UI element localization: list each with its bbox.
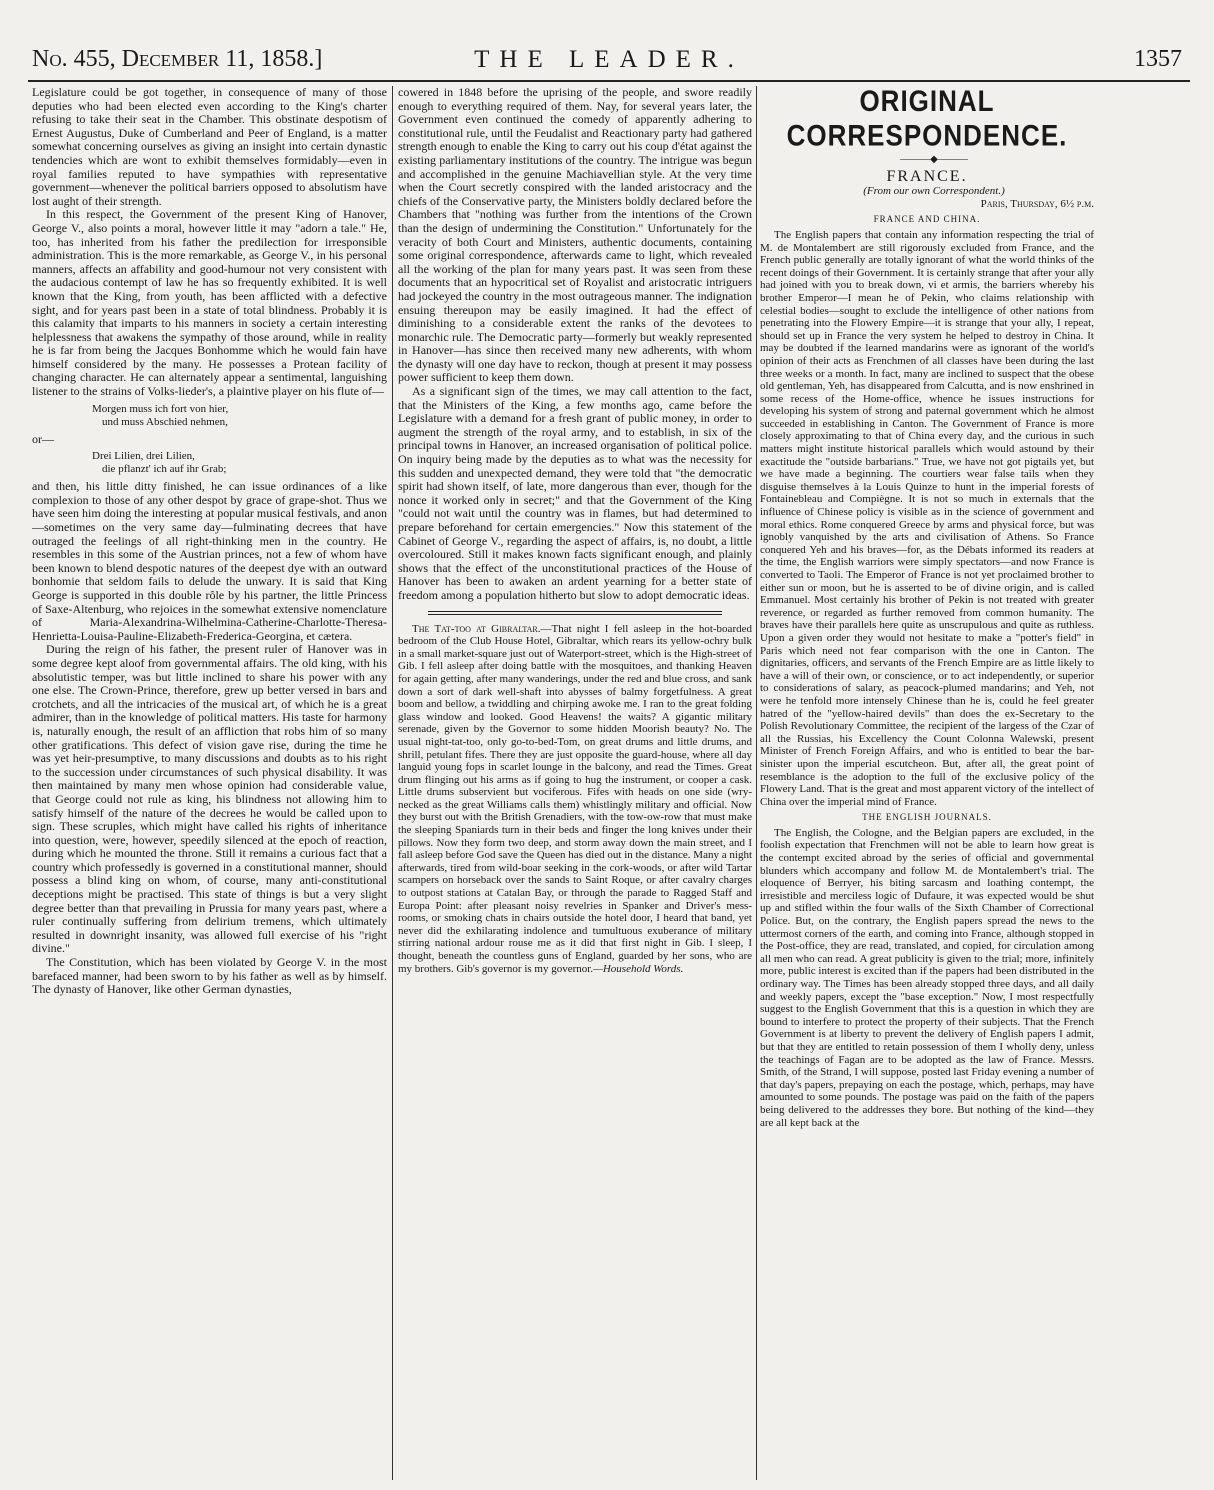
column-3 bbox=[760, 86, 1094, 1480]
masthead bbox=[28, 40, 1190, 82]
dateline: Paris, Thursday, 6½ p.m. bbox=[980, 197, 1094, 210]
tattoo-body: —That night I fell asleep in the hot-boarded bedroom of the Club House Hotel, Gibraltar, which rears its yellow-ochry bulk in a small market-square just out of Waterport-street, which is the High-street of Gib. I fell asleep after doing battle with the mosquitoes, and thanking Heaven for again getting, after many wanderings, under the red and blue cross, and sank down a sort of dark well-shaft into abysses of balmy forgetfulness. A great boom and bellow, a twiddling and chirping awoke me. I ran to the great folding glass window and looked. Good Heavens! the waits? A gigantic military serenade, given by the Governor to some hidden Moorish beauty? No. The usual night-tat-too, only go-to-bed-Tom, on great drums and little drums, and shrill, petulant fifes. There they are just opposite the guard-house, where all day languid young fops in scarlet lounge in the balcony, and read the Times. Great drum flinging out his arms as if going to hug the instrument, or cooper a cask. Little drums subservient but vociferous. Fifes with heads on one side (wry-necked as the great Williams calls them) whistlingly military and official. Now they burst out with the British Grenadiers, with the tow-ow-row that must make the sleeping Spaniards turn in their beds and finger the long knives under their pillows. Now they form two deep, and storm away down the main street, and I fall asleep before God save the Queen has died out in the distance. Many a night afterwards, tired from wild-boar seeking in the cork-woods, or after wild Tartar scampers on horseback over the sands to Saint Roque, or after cavalry charges to outpost stations at Catalan Bay, or through the parade to Ragged Staff and Europa Point: after pleasant noisy revelries in Spanker and Driver's mess-rooms, or smoking chats in chairs outside the hotel door, I heard that band, yet never did the exhilarating indolence and tumultuous exuberance of military stirring national ardour rouse me as it did that first night in Gib. I sleep, I thought, beneath the countless guns of England, guarded by her sons, who are my brothers. Gib's governor is my governor. bbox=[398, 622, 752, 975]
column-rule-1 bbox=[392, 86, 393, 1480]
verse-block bbox=[92, 450, 387, 476]
column-2 bbox=[398, 86, 752, 1480]
column-rule-2 bbox=[756, 86, 757, 1480]
article-paragraph: The English papers that contain any information respecting the trial of M. de Montalembert are still rigorously excluded from France, and the French public generally are totally ignorant of what the world thinks of the recent doings of their Government. It is certainly strange that after your ally had joined with you to break down, vi et armis, the barriers whereby his brother Emperor—I mean he of Pekin, who claims relationship with celestial bodies—sought to exclude the intelligence of other nations from penetrating into the Flowery Empire—it is strange that your ally, I repeat, should set up in France the very system he helped to destroy in China. It may be doubted if the learned mandarins were as ignorant of the world's opinion of their acts as Frenchmen of all classes have been during the last three weeks or a month. In fact, many are inclined to suspect that the obese old gentleman, Yeh, has disappeared from Calcutta, and is now enshrined in some recess of the Home-office, whence he issues instructions for developing his system of strong and paternal government which he almost succeeded in establishing in Canton. The Government of France is more closely approximating to that of China every day, and the curious in such matters might institute historical parallels which would astound by their exactitude the "outside barbarians." True, we have not got pigtails yet, but we have made a beginning. The courtiers wear false tails when they disguise themselves à la Louis Quinze to hunt in the imperial forests of Fontainebleau and Compiègne. It is not so much in externals that the influence of Chinese policy is visible as in the science of government and moral ethics. Rome conquered Greece by arms and physical force, but was ignobly vanquished by the arts and civilisation of Athens. So France conquered Yeh and his braves—for, as the Débats informed its readers at the time, the English warriors were simply spectators—and now France is converted to Taoli. The Emperor of France is not yet proclaimed brother to either sun or moon, but he is asserted to be of divine origin, and is called Emmanuel. Most certainly his brother of Pekin is not treated with greater reverence, or regarded as further removed from common humanity. The braves have their parallels here quite as unscrupulous and quite as ruthless. Upon a given order they would not hesitate to make a "potter's field" in Paris which need not fear comparison with the one in Canton. The dignitaries, officers, and servants of the French Empire are as little likely to have a will of their own, or conscience, or to act independently, or superior to considerations of salary, as peacock-plumed mandarins; and Yeh, not were he tenfold more intensely Chinese than he is, could he feel greater hatred of the "yellow-haired devils" than does the ex-Secretary to the Polish Revolutionary Committee, the recipient of the largess of the Czar of all the Russias, his Excellency the Count Colonna Walewski, present Minister of French Foreign Affairs, and who is entitled to bear the bar-sinister upon the imperial escutcheon. But, after all, the great point of resemblance is the adoption to the full of the exclusive policy of the Flowery Land. That is the great and most apparent victory of the intellect of China over the imperial mind of France. bbox=[760, 228, 1094, 808]
tattoo-heading: The Tat-too at Gibraltar. bbox=[412, 622, 541, 635]
article-paragraph: During the reign of his father, the present ruler of Hanover was in some degree kept aloof from governmental affairs. The old king, with his absolutistic temper, was but little inclined to share his power with any one else. The Crown-Prince, therefore, grew up better versed in bars and crotchets, and all the intricacies of the musical art, of which he is a great admirer, than in the knowledge of political matters. His taste for harmony is, naturally enough, the result of an affliction that robs him of so many other gratifications. This defect of vision gave rise, during the time he was yet heir-presumptive, to many discussions and doubts as to his right to the succession under circumstances of such physical disability. It was then maintained by many men whose opinion had considerable value, that George could not rule as king, his blindness not allowing him to satisfy himself of the nature of the decrees he would be called upon to sign. These scruples, which might have called his rights of inheritance into question, were, however, speedily silenced at the epoch of reaction, during which he mounted the throne. Still it remains a curious fact that a country which professedly is governed in a constitutional manner, should possess a blind king on whom, of course, many anti-constitutional deceptions might be practised. This state of things is but a very slight degree better than that prevailing in Prussia for many years past, where a ruler continually suffering from delirium tremens, which ultimately resulted in downright insanity, was allowed full exercise of his "right divine." bbox=[32, 642, 387, 956]
column-1 bbox=[32, 86, 387, 1480]
tattoo-source: —Household Words. bbox=[593, 962, 684, 975]
article-paragraph: As a significant sign of the times, we may call attention to the fact, that the Ministers of the King, a few months ago, came before the Legislature with a demand for a fresh grant of public money, in order to augment the strength of the royal army, and to establish, in six of the principal towns in Hanover, an increased organisation of political police. On inquiry being made by the deputies as to what was the necessity for this sudden and unexpected demand, they were told that "the democratic spirit had shown itself, of late, more dangerous than ever, though for the nonce it worked only in secret;" and that the Government of the King "could not wait until the country was in flames, but had determined to prepare beforehand for certain emergencies." Now this statement of the Cabinet of George V., regarding the aspect of affairs, is, no doubt, a little overcoloured. Still it makes known facts significant enough, and plainly shows that the effect of the unconstitutional practices of the House of Hanover has been to awaken an ardent yearning for a better state of freedom among a population hitherto but slow to adopt democratic ideas. bbox=[398, 384, 752, 602]
byline: (From our own Correspondent.) bbox=[863, 185, 1005, 198]
country-heading: FRANCE. bbox=[886, 167, 968, 185]
subheading: THE ENGLISH JOURNALS. bbox=[862, 812, 992, 823]
issue-number: No. 455, December 11, 1858.] bbox=[32, 46, 323, 72]
verse-separator: or— bbox=[32, 431, 54, 446]
article-divider bbox=[428, 611, 722, 615]
verse-line: Morgen muss ich fort von hier, bbox=[92, 402, 229, 415]
page-number: 1357 bbox=[1134, 46, 1182, 72]
article-paragraph: cowered in 1848 before the uprising of the people, and swore readily enough to everything required of them. Nay, for several years later, the Government even continued the comedy of apparently adhering to constitutional rule, until the Feudalist and Reactionary party had gathered strength enough to enable the King to carry out his coup d'état against the existing parliamentary institutions of the country. The intrigue was begun and accomplished in the genuine Machiavellian style. At the very time when the Court secretly conspired with the landed aristocracy and the chiefs of the Conservative party, the Ministers boldly declared before the Chambers that "nothing was further from the intentions of the Crown than the design of undermining the Constitution." Unfortunately for the veracity of both Court and Ministers, authentic documents, containing some original correspondence, afterwards came to light, which revealed all the working of the plan for many years past. It was seen from these documents that an hypocritical set of Royalist and aristocratic intriguers had jockeyed the country in the most outrageous manner. The indignation ensuing thereupon may be easily imagined. It had the effect of diminishing to a considerable extent the ranks of the devotees to monarchic rule. The Democratic party—formerly but weakly represented in Hanover—has since then received many new adherents, with whom the dynasty will one day have to reckon, though at present it may possess power sufficient to keep them down. bbox=[398, 86, 752, 385]
article-paragraph: Legislature could be got together, in consequence of many of those deputies who had been elected even according to the King's charter refusing to take their seat in the Chamber. This obstinate despotism of Ernest Augustus, Duke of Cumberland and Peer of England, is a matter somewhat concerning ourselves as giving an insight into certain dynastic tendencies which are wont to exhibit themselves formidably—even in royal families reputed to have sympathies with representative government—whenever the political barriers opposed to absolutism have lost aught of their strength. bbox=[32, 86, 387, 208]
verse-line: Drei Lilien, drei Lilien, bbox=[92, 450, 195, 463]
article-paragraph: The Constitution, which has been violated by George V. in the most barefaced manner, had been sworn to by his father as well as by himself. The dynasty of Hanover, like other German dynasties, bbox=[32, 955, 387, 997]
newspaper-title: THE LEADER. bbox=[474, 46, 744, 73]
tattoo-paragraph bbox=[398, 623, 752, 976]
article-paragraph: In this respect, the Government of the present King of Hanover, George V., also points a moral, however little it may "adorn a tale." He, too, has inherited from his father the predilection for irresponsible administration. This is the more remarkable, as George V., in his personal manners, affects an affability and good-humour not very consistent with the audacious contempt of law he has so frequently exhibited. It is well known that the King, from youth, has been afflicted with a defective sight, and for years past been in a state of total blindness. Probably it is this calamity that imparts to his manners in society a certain interesting helplessness that awakens the sympathy of those around, while in reality he is far from being the Jacques Bonhomme which he would fain have himself considered by the many. He possesses a Protean facility of changing character. He can alternately appear a sentimental, languishing listener to the strains of Volks-lieder's, a plaintive player on his flute of— bbox=[32, 207, 387, 399]
verse-line: die pflanzt' ich auf ihr Grab; bbox=[102, 463, 227, 476]
section-title: ORIGINAL CORRESPONDENCE. bbox=[786, 86, 1068, 153]
verse-block bbox=[92, 403, 387, 429]
ornament-divider: ———◆——— bbox=[900, 154, 968, 165]
verse-line: und muss Abschied nehmen, bbox=[102, 415, 228, 428]
subheading: FRANCE AND CHINA. bbox=[873, 214, 981, 225]
article-paragraph: and then, his little ditty finished, he can issue ordinances of a like complexion to those of any other despot by grace of grape-shot. Thus we have seen him doing the interesting at popular musical festivals, and anon—sometimes on the very same day—fulminating decrees that have outraged the feelings of all right-thinking men in the country. He resembles in this some of the Austrian princes, not a few of whom have been known to blend despotic natures of the deepest dye with an outward bonhomie that seldom fails to delude the unwary. It is said that King George is supported in this double rôle by his partner, the little Princess of Saxe-Altenburg, who rejoices in the somewhat extensive nomenclature of Maria-Alexandrina-Wilhelmina-Catherine-Charlotte-Theresa-Henrietta-Louisa-Pauline-Elizabeth-Frederica-Georgina, et cætera. bbox=[32, 479, 387, 643]
article-paragraph: The English, the Cologne, and the Belgian papers are excluded, in the foolish expectation that Frenchmen will not be able to learn how great is the contempt excited abroad by the series of official and governmental blunders which accompany and follow M. de Montalembert's trial. The eloquence of Berryer, his biting sarcasm and loathing contempt, the irresistible and merciless logic of Dufaure, it was expected would be shut up and stifled within the four walls of the Sixth Chamber of Correctional Police. But, on the contrary, the English papers spread the news to the uttermost corners of the earth, and coming into France, although stopped in the Post-office, they are read, translated, and copied, for circulation among all men who can read. A great publicity is given to the trial; more, infinitely more, public interest is excited than if the papers had been distributed in the ordinary way. The Times has been already stopped three days, and all daily and weekly papers, except the "base exception." Now, I most respectfully suggest to the English Government that this is a question in which they are bound to interfere to protect the property of their subjects. That the French Government is at liberty to prevent the delivery of English papers I admit, but that they are entitled to retain possession of them I wholly deny, unless the teachings of Fagan are to be adopted as the law of France. Messrs. Smith, of the Strand, I will suppose, posted last Friday evening a number of that day's papers, prepaying on each the postage, which, perhaps, may have amounted to some pounds. The postage was paid on the faith of the papers being delivered to the addresses they bore. But nothing of the kind—they are all kept back at the bbox=[760, 826, 1094, 1129]
